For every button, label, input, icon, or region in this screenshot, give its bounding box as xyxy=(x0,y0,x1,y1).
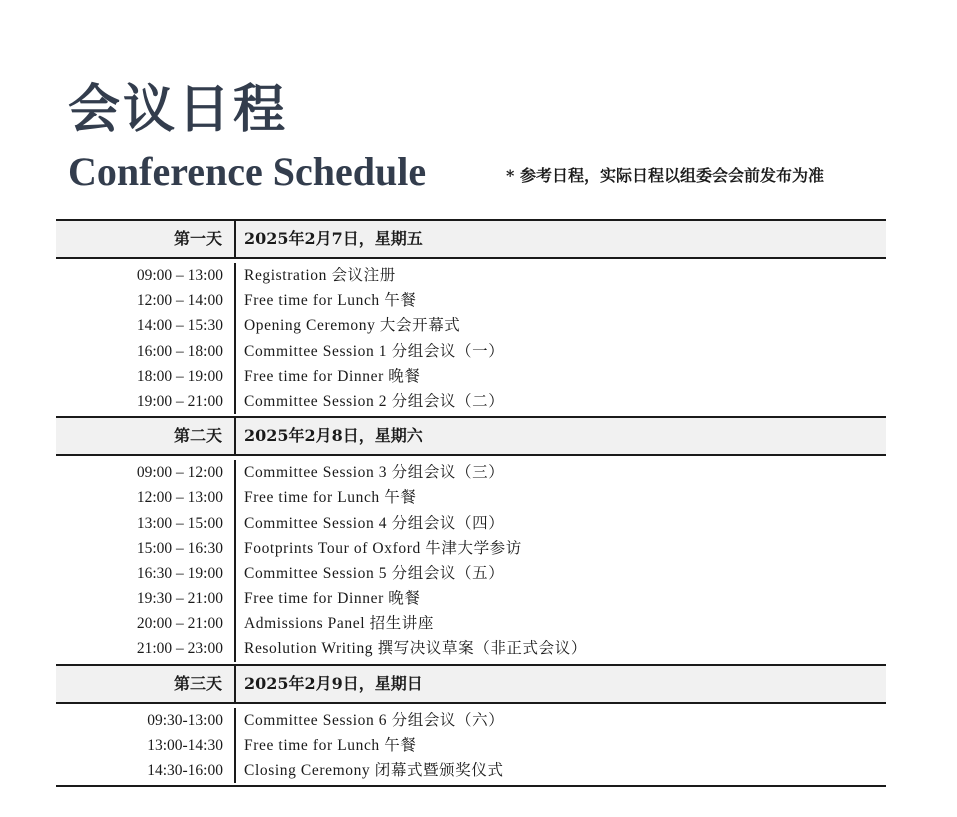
schedule-table xyxy=(56,219,886,787)
table-row xyxy=(56,561,886,586)
event-title: Closing Ceremony 闭幕式暨颁奖仪式 xyxy=(244,762,504,779)
table-row xyxy=(56,339,886,364)
event-title: Committee Session 2 分组会议（二） xyxy=(244,392,505,410)
event-time: 20:00 – 21:00 xyxy=(56,611,236,636)
event-time: 12:00 – 13:00 xyxy=(56,485,236,510)
table-row xyxy=(56,288,886,313)
day-label: 第三天 xyxy=(56,666,236,702)
event-time: 12:00 – 14:00 xyxy=(56,288,236,313)
table-row xyxy=(56,586,886,611)
page-title-chinese: 会议日程 xyxy=(68,79,289,140)
table-row xyxy=(56,708,886,733)
day-2-events xyxy=(56,456,886,664)
table-row xyxy=(56,611,886,636)
event-time: 15:00 – 16:30 xyxy=(56,536,236,561)
event-title: Committee Session 3 分组会议（三） xyxy=(244,464,505,482)
event-time: 16:00 – 18:00 xyxy=(56,339,236,364)
event-time: 14:00 – 15:30 xyxy=(56,313,236,338)
event-time: 18:00 – 19:00 xyxy=(56,364,236,389)
event-title: Free time for Lunch 午餐 xyxy=(244,736,417,754)
table-row xyxy=(56,511,886,536)
day-label: 第二天 xyxy=(56,418,236,454)
event-time: 09:00 – 13:00 xyxy=(56,263,236,288)
table-row xyxy=(56,536,886,561)
table-row xyxy=(56,733,886,758)
event-time: 09:00 – 12:00 xyxy=(56,460,236,485)
day-1-events xyxy=(56,259,886,416)
day-header-3 xyxy=(56,664,886,704)
table-row xyxy=(56,364,886,389)
table-row xyxy=(56,263,886,288)
event-title: Admissions Panel 招生讲座 xyxy=(244,615,434,633)
event-time: 19:30 – 21:00 xyxy=(56,586,236,611)
day-date: 2025年2月7日，星期五 xyxy=(244,229,423,248)
event-time: 13:00-14:30 xyxy=(56,733,236,758)
schedule-disclaimer-note: * 参考日程，实际日程以组委会会前发布为准 xyxy=(506,166,824,185)
event-title: Opening Ceremony 大会开幕式 xyxy=(244,317,461,335)
event-time: 13:00 – 15:00 xyxy=(56,511,236,536)
event-title: Free time for Lunch 午餐 xyxy=(244,292,417,310)
table-row xyxy=(56,636,886,661)
table-row xyxy=(56,485,886,510)
event-title: Committee Session 5 分组会议（五） xyxy=(244,564,505,582)
event-title: Footprints Tour of Oxford 牛津大学参访 xyxy=(244,539,522,557)
event-title: Free time for Lunch 午餐 xyxy=(244,489,417,507)
event-time: 21:00 – 23:00 xyxy=(56,636,236,661)
day-label: 第一天 xyxy=(56,221,236,257)
day-header-1 xyxy=(56,219,886,259)
table-row xyxy=(56,460,886,485)
table-row xyxy=(56,389,886,414)
table-row xyxy=(56,313,886,338)
event-title: Committee Session 1 分组会议（一） xyxy=(244,342,505,360)
event-title: Resolution Writing 撰写决议草案（非正式会议） xyxy=(244,640,587,658)
event-title: Free time for Dinner 晚餐 xyxy=(244,590,421,608)
event-title: Committee Session 6 分组会议（六） xyxy=(244,711,505,729)
event-title: Registration 会议注册 xyxy=(244,267,396,284)
event-time: 14:30-16:00 xyxy=(56,758,236,783)
event-title: Free time for Dinner 晚餐 xyxy=(244,367,421,385)
event-time: 16:30 – 19:00 xyxy=(56,561,236,586)
event-title: Committee Session 4 分组会议（四） xyxy=(244,514,505,532)
page-title-english: Conference Schedule xyxy=(68,149,427,194)
day-header-2 xyxy=(56,416,886,456)
event-time: 19:00 – 21:00 xyxy=(56,389,236,414)
event-time: 09:30-13:00 xyxy=(56,708,236,733)
day-date: 2025年2月9日，星期日 xyxy=(244,673,423,693)
day-date: 2025年2月8日，星期六 xyxy=(244,426,423,446)
table-row xyxy=(56,758,886,783)
day-3-events xyxy=(56,704,886,786)
